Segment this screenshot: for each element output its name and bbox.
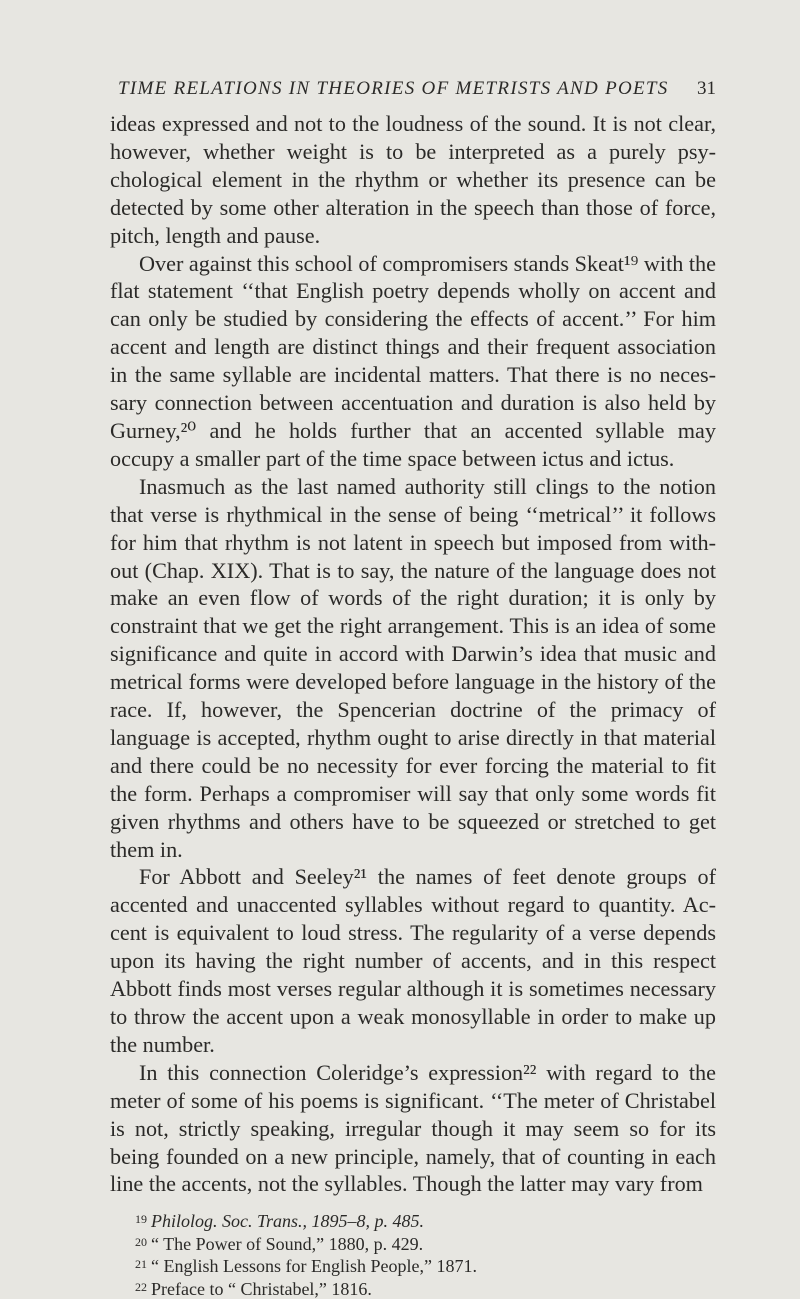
running-head xyxy=(118,78,716,100)
footnote-number: 20 xyxy=(135,1234,147,1249)
footnote xyxy=(110,1209,716,1232)
paragraph: ideas expressed and not to the loudness of the sound. It is not clear, however, whether weight is to be interpreted as a purely psychological element in the rhythm or whether its presence can be detected by some other alteration in the speech than those of force, pitch, length and pause. xyxy=(110,111,716,248)
footnote xyxy=(110,1277,716,1299)
paragraph: For Abbott and Seeley²¹ the names of feet denote groups of accented and unaccented syllables without regard to quantity. Accent is equivalent to loud stress. The regularity of a verse depends upon its having the right number of accents, and in this respect Abbott finds most verses regular although it is sometimes necessary to throw the accent upon a weak monosyllable in order to make up the number. xyxy=(110,864,716,1057)
footnotes xyxy=(110,1209,716,1299)
body-text xyxy=(110,110,716,1198)
footnote-number: 21 xyxy=(135,1257,147,1272)
paragraph: Inasmuch as the last named authority still clings to the notion that verse is rhythmical in the sense of being ‘‘metrical’’ it follows for him that rhythm is not latent in speech but imposed from without (Chap. XIX). That is to say, the nature of the language does not make an even flow of words of the right duration; it is only by constraint that we get the right arrangement. This is an idea of some significance and quite in accord with Darwin’s idea that music and metrical forms were developed before language in the history of the race. If, however, the Spencerian doctrine of the primacy of language is accepted, rhythm ought to arise directly in that material and there could be no necessity for ever forcing the material to fit the form. Perhaps a compromiser will say that only some words fit given rhythms and others have to be squeezed or stretched to get them in. xyxy=(110,473,716,862)
footnote-text: Philolog. Soc. Trans., 1895–8, p. 485. xyxy=(151,1211,425,1232)
footnote xyxy=(110,1254,716,1277)
page-number: 31 xyxy=(697,78,716,99)
running-title: TIME RELATIONS IN THEORIES OF METRISTS AND POETS xyxy=(118,78,669,99)
footnote-text: “ The Power of Sound,” 1880, p. 429. xyxy=(151,1233,424,1254)
footnote-number: 22 xyxy=(135,1279,147,1294)
footnote-text: Preface to “ Christabel,” 1816. xyxy=(151,1278,372,1299)
footnote-text: “ English Lessons for English People,” 1871. xyxy=(151,1256,477,1277)
paragraph: In this connection Coleridge’s expression²² with regard to the meter of some of his poems is significant. ‘‘The meter of Christabel is not, strictly speaking, irregular though it may seem so for its being founded on a new principle, namely, that of counting in each line the accents, not the syllables. Though the latter may vary from xyxy=(110,1059,716,1197)
footnote-number: 19 xyxy=(135,1212,147,1227)
footnote xyxy=(110,1232,716,1255)
paragraph: Over against this school of compromisers stands Skeat¹⁹ with the flat statement ‘‘that English poetry depends wholly on accent and can only be studied by considering the effects of accent.’’ For him accent and length are distinct things and their frequent association in the same syllable are incidental matters. That there is no necessary connection between accentuation and duration is also held by Gurney,²⁰ and he holds further that an accented syllable may occupy a smaller part of the time space between ictus and ictus. xyxy=(110,250,716,471)
